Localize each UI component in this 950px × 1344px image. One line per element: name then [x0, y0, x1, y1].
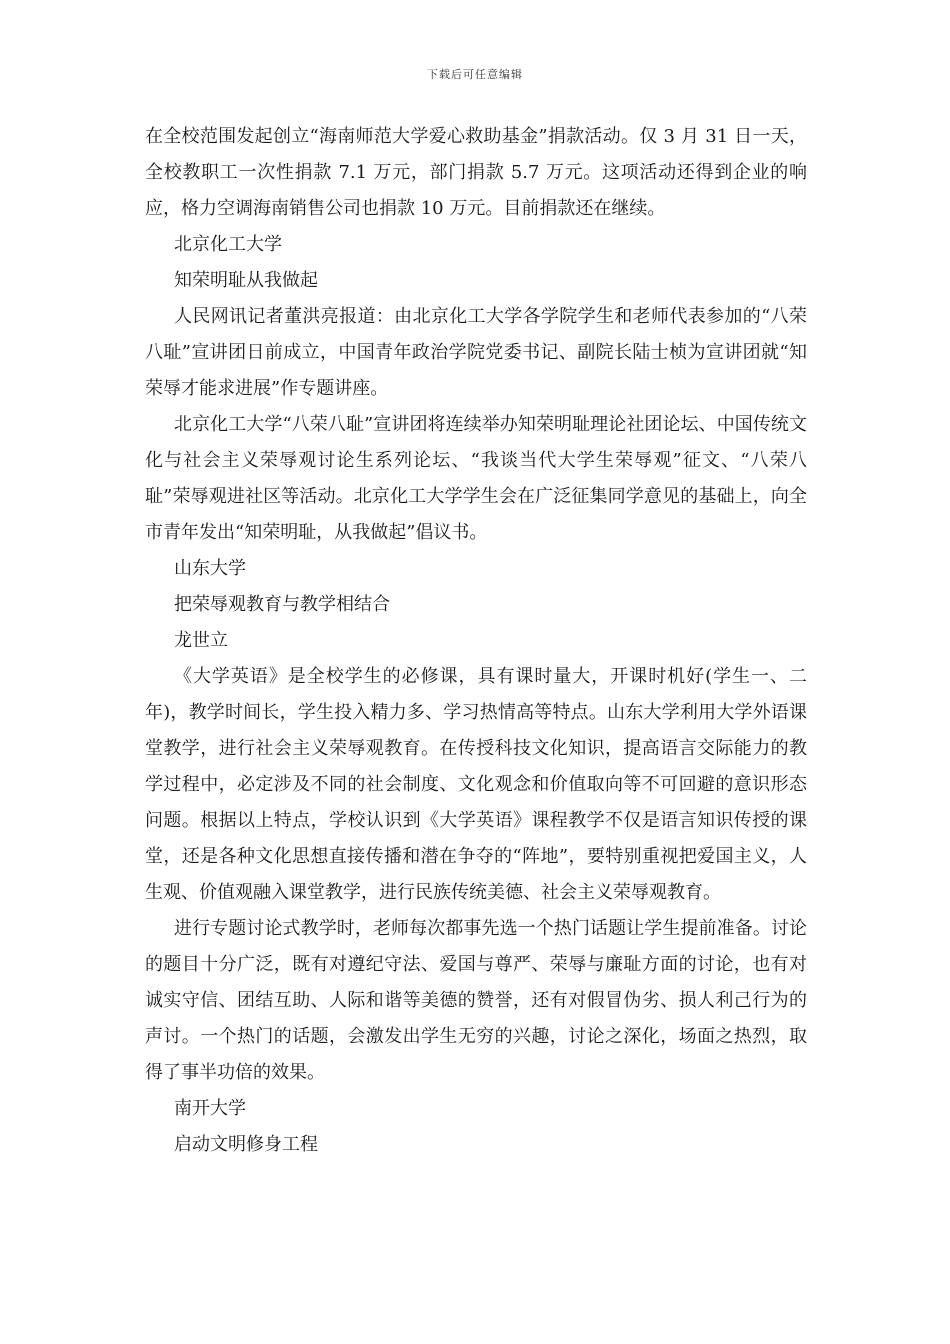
- page-header: 下载后可任意编辑: [427, 68, 523, 81]
- heading-title-sdu: 把荣辱观教育与教学相结合: [174, 594, 390, 615]
- heading-school-sdu: 山东大学: [174, 558, 246, 579]
- paragraph-bucea-report: 人民网讯记者董洪亮报道：由北京化工大学各学院学生和老师代表参加的“八荣八耻”宣讲团日前成立，中国青年政治学院党委书记、副院长陆士桢为宣讲团就“知荣辱才能求进展”作专题讲座。: [145, 306, 807, 399]
- paragraph-fund-donation: 在全校范围发起创立“海南师范大学爱心救助基金”捐款活动。仅 3 月 31 日一天，全校教职工一次性捐款 7.1 万元，部门捐款 5.7 万元。这项活动还得到企业的响应，格力空调海南销售公司也捐款 10 万元。目前捐款还在继续。: [145, 126, 807, 219]
- paragraph-bucea-activities: 北京化工大学“八荣八耻”宣讲团将连续举办知荣明耻理论社团论坛、中国传统文化与社会主义荣辱观讨论生系列论坛、“我谈当代大学生荣辱观”征文、“八荣八耻”荣辱观进社区等活动。北京化工大学学生会在广泛征集同学意见的基础上，向全市青年发出“知荣明耻，从我做起”倡议书。: [145, 414, 807, 543]
- heading-title-nankai: 启动文明修身工程: [174, 1134, 318, 1155]
- heading-school-bucea: 北京化工大学: [174, 234, 282, 255]
- document-body: [145, 119, 807, 1163]
- paragraph-sdu-discussion: 进行专题讨论式教学时，老师每次都事先选一个热门话题让学生提前准备。讨论的题目十分广泛，既有对遵纪守法、爱国与尊严、荣辱与廉耻方面的讨论，也有对诚实守信、团结互助、人际和谐等美德的赞誉，还有对假冒伪劣、损人利己行为的声讨。一个热门的话题，会激发出学生无穷的兴趣，讨论之深化，场面之热烈，取得了事半功倍的效果。: [145, 918, 807, 1083]
- paragraph-sdu-english: 《大学英语》是全校学生的必修课，具有课时量大，开课时机好(学生一、二年)，教学时间长，学生投入精力多、学习热情高等特点。山东大学利用大学外语课堂教学，进行社会主义荣辱观教育。在传授科技文化知识，提高语言交际能力的教学过程中，必定涉及不同的社会制度、文化观念和价值取向等不可回避的意识形态问题。根据以上特点，学校认识到《大学英语》课程教学不仅是语言知识传授的课堂，还是各种文化思想直接传播和潜在争夺的“阵地”，要特别重视把爱国主义，人生观、价值观融入课堂教学，进行民族传统美德、社会主义荣辱观教育。: [145, 666, 807, 903]
- heading-school-nankai: 南开大学: [174, 1098, 246, 1119]
- heading-title-bucea: 知荣明耻从我做起: [174, 270, 318, 291]
- author-sdu: 龙世立: [174, 630, 228, 651]
